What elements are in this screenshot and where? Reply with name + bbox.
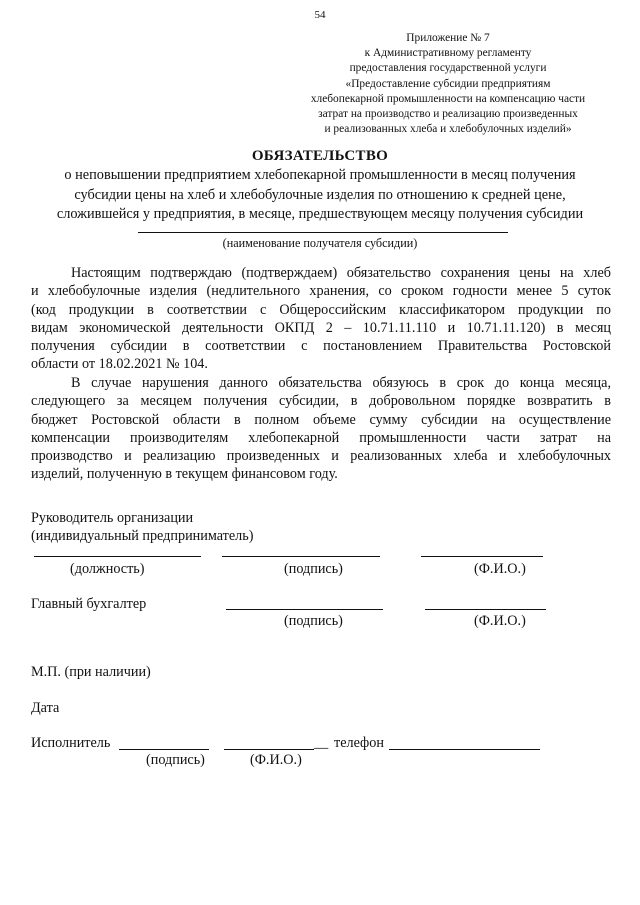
- appendix-line: хлебопекарной промышленности на компенсацию части: [310, 92, 586, 105]
- executor-phone-label: телефон: [334, 735, 384, 751]
- subtitle-line: о неповышении предприятием хлебопекарной промышленности в месяц получения: [64, 167, 576, 183]
- paragraph-line: области от 18.02.2021 № 104.: [31, 356, 208, 373]
- appendix-line: и реализованных хлеба и хлебобулочных изделий»: [324, 123, 572, 136]
- head-name-caption: (Ф.И.О.): [474, 561, 526, 577]
- head-signature-caption: (подпись): [284, 561, 343, 577]
- head-label: Руководитель организации: [31, 510, 194, 526]
- recipient-name-line: [138, 232, 508, 233]
- executor-signature-line[interactable]: [119, 749, 209, 750]
- appendix-header: [300, 31, 596, 137]
- appendix-line: предоставления государственной услуги: [349, 62, 547, 75]
- paragraph-obligation: [31, 264, 611, 374]
- page-number: 54: [314, 9, 326, 21]
- paragraph-line: следующего за месяцем получения субсидии, в добровольном порядке возвратить в: [31, 393, 611, 410]
- executor-phone-line[interactable]: [389, 749, 540, 750]
- paragraph-line: производство и реализацию произведенных и реализованных хлеба и хлебобулочных: [31, 448, 611, 465]
- head-label-sub: (индивидуальный предприниматель): [31, 528, 254, 544]
- executor-name-caption: (Ф.И.О.): [250, 752, 302, 768]
- appendix-line: Приложение № 7: [406, 32, 490, 44]
- appendix-line: затрат на производство и реализацию произведенных: [318, 108, 578, 121]
- appendix-line: «Предоставление субсидии предприятиям: [345, 77, 551, 90]
- accountant-signature-caption: (подпись): [284, 613, 343, 629]
- stamp-label: М.П. (при наличии): [31, 664, 151, 680]
- head-position-line[interactable]: [34, 556, 201, 557]
- accountant-signature-line[interactable]: [226, 609, 383, 610]
- head-position-caption: (должность): [70, 561, 145, 577]
- paragraph-line: бюджет Ростовской области в полном объеме сумму субсидии на осуществление: [31, 411, 611, 428]
- document-subtitle: [20, 166, 620, 225]
- paragraph-line: изделий, полученную в текущем финансовом году.: [31, 466, 338, 483]
- accountant-name-line[interactable]: [425, 609, 546, 610]
- accountant-label: Главный бухгалтер: [31, 596, 147, 612]
- paragraph-line: В случае нарушения данного обязательства обязуюсь в срок до конца месяца,: [71, 375, 611, 391]
- executor-name-line[interactable]: [224, 749, 314, 750]
- paragraph-line: получения субсидии в соответствии с постановлением Правительства Ростовской: [31, 338, 611, 355]
- accountant-name-caption: (Ф.И.О.): [474, 613, 526, 629]
- executor-underscore: __: [314, 735, 329, 751]
- document-title: ОБЯЗАТЕЛЬСТВО: [251, 148, 389, 164]
- paragraph-line: и хлебобулочные изделия (недлительного хранения, со сроком годности менее 5 суток: [31, 283, 611, 300]
- head-name-line[interactable]: [421, 556, 543, 557]
- appendix-line: к Административному регламенту: [364, 47, 532, 60]
- head-signature-line[interactable]: [222, 556, 380, 557]
- date-label: Дата: [31, 700, 60, 716]
- subtitle-line: сложившейся у предприятия, в месяце, предшествующем месяцу получения субсидии: [56, 206, 584, 222]
- executor-signature-caption: (подпись): [146, 752, 205, 768]
- paragraph-line: (код продукции в соответствии с Общероссийским классификатором продукции по: [31, 301, 611, 318]
- subtitle-line: субсидии цены на хлеб и хлебобулочные изделия по отношению к средней цене,: [74, 186, 566, 203]
- paragraph-line: Настоящим подтверждаю (подтверждаем) обязательство сохранения цены на хлеб: [71, 265, 611, 281]
- executor-label: Исполнитель: [31, 735, 111, 751]
- paragraph-line: видам экономической деятельности ОКПД 2 – 10.71.11.110 и 10.71.11.120) в месяц: [31, 319, 611, 336]
- paragraph-line: компенсации производителям хлебопекарной промышленности части затрат на: [31, 429, 611, 446]
- recipient-caption: (наименование получателя субсидии): [222, 236, 418, 250]
- paragraph-violation: [31, 374, 611, 484]
